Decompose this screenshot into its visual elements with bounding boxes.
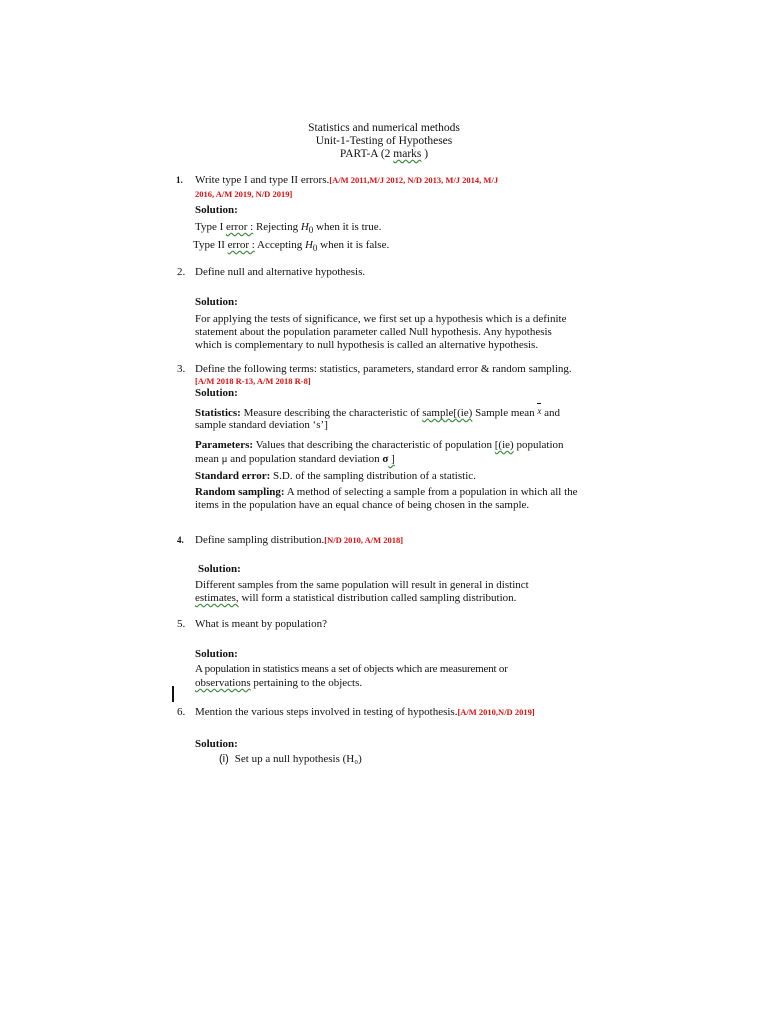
question-1-text: Write type I and type II errors.[A/M 2011,M/J 2012, N/D 2013, M/J 2014, M/J xyxy=(195,174,499,186)
solution-label: Solution: xyxy=(195,648,238,660)
answer-line: For applying the tests of significance, we first set up a hypothesis which is a definite xyxy=(195,313,567,325)
parameters-def: Parameters: Values that describing the characteristic of population [(ie) population xyxy=(195,439,564,451)
solution-label: Solution: xyxy=(195,738,238,750)
question-6-number: 6. xyxy=(177,706,186,718)
question-3-text: Define the following terms: statistics, parameters, standard error & random sampling. xyxy=(195,363,572,375)
type2-error: Type II error : Accepting $H_0$ when it is false. xyxy=(193,239,390,254)
statistics-def: Statistics: Measure describing the characteristic of sample[(ie) Sample mean x and xyxy=(195,406,561,419)
question-number: 1. xyxy=(176,175,183,185)
question-5-number: 5. xyxy=(177,618,186,630)
doc-unit: Unit-1-Testing of Hypotheses xyxy=(315,135,453,147)
solution-label: Solution: xyxy=(195,204,238,216)
doc-part: PART-A (2 marks ) xyxy=(339,148,429,160)
question-3-number: 3. xyxy=(177,363,186,375)
type1-error: Type I error : Rejecting $H_0$ when it is true. xyxy=(195,221,382,236)
answer-line: which is complementary to null hypothesis is called an alternative hypothesis. xyxy=(195,339,539,351)
question-2-text: Define null and alternative hypothesis. xyxy=(195,266,366,278)
answer-line: statement about the population parameter called Null hypothesis. Any hypothesis xyxy=(195,326,552,338)
exam-reference: [A/M 2018 R-13, A/M 2018 R-8] xyxy=(195,376,311,386)
exam-reference: [A/M 2011,M/J 2012, N/D 2013, M/J 2014, M/J xyxy=(329,175,499,185)
x-bar-symbol: x xyxy=(537,406,542,416)
answer-line: estimates, will form a statistical distribution called sampling distribution. xyxy=(195,592,517,604)
parameters-def-cont: mean μ and population standard deviation σ ] xyxy=(195,453,395,465)
random-sampling-def: Random sampling: A method of selecting a sample from a population in which all the xyxy=(195,486,578,498)
standard-error-def: Standard error: S.D. of the sampling distribution of a statistic. xyxy=(195,470,476,482)
step-number: (i) xyxy=(219,753,229,765)
text-cursor xyxy=(172,686,174,702)
statistics-def-cont: sample standard deviation ‘s’] xyxy=(195,419,328,431)
answer-line: observations pertaining to the objects. xyxy=(195,677,363,689)
question-5-text: What is meant by population? xyxy=(195,618,327,630)
answer-line: Different samples from the same population will result in general in distinct xyxy=(195,579,529,591)
exam-reference: [N/D 2010, A/M 2018] xyxy=(324,535,404,545)
question-4-text: Define sampling distribution.[N/D 2010, A/M 2018] xyxy=(195,534,404,546)
solution-label: Solution: xyxy=(195,296,238,308)
exam-reference: [A/M 2010,N/D 2019] xyxy=(457,707,535,717)
question-2-number: 2. xyxy=(177,266,186,278)
solution-label: Solution: xyxy=(198,563,241,575)
exam-reference-cont: 2016, A/M 2019, N/D 2019] xyxy=(195,189,293,199)
question-1 xyxy=(176,173,183,187)
random-sampling-def-cont: items in the population have an equal chance of being chosen in the sample. xyxy=(195,499,530,511)
question-6-text: Mention the various steps involved in testing of hypothesis.[A/M 2010,N/D 2019] xyxy=(195,706,535,718)
doc-title: Statistics and numerical methods xyxy=(308,122,460,134)
answer-line: A population in statistics means a set of objects which are measurement or xyxy=(195,663,508,675)
question-4-number: 4. xyxy=(177,535,184,545)
solution-label: Solution: xyxy=(195,387,238,399)
step-1: (i) Set up a null hypothesis (H₀) xyxy=(219,753,362,765)
